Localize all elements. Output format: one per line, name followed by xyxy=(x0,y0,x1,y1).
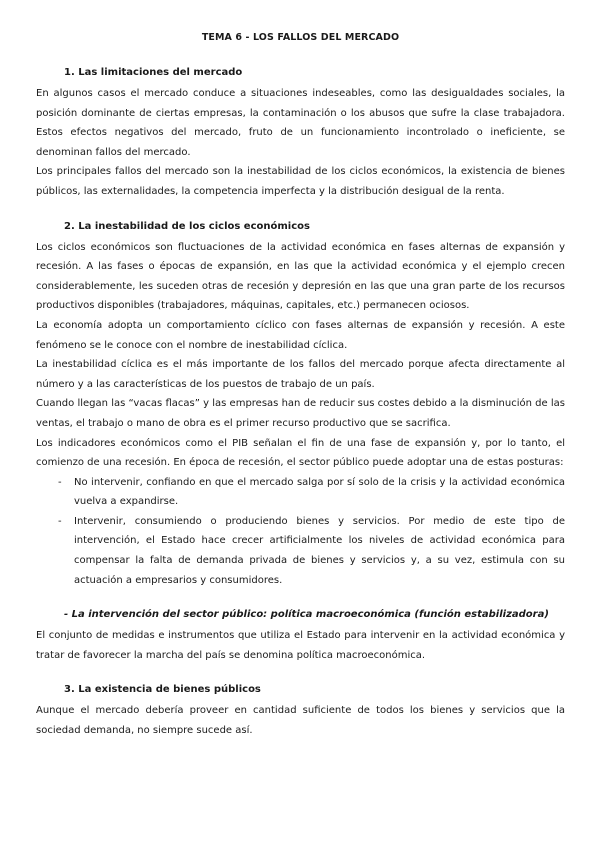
dash-bullet: - xyxy=(58,476,62,488)
dash-bullet: - xyxy=(58,515,62,527)
section-heading-inestabilidad: 2. La inestabilidad de los ciclos económicos xyxy=(64,220,310,232)
paragraph: Los ciclos económicos son fluctuaciones de la actividad económica en fases alternas de expansión y recesión. A las fases o épocas de expansión, en las que la actividad económica y el ejemplo crecen considerablemente, les suceden otras de recesión y depresión en las que una gran parte de los recursos productivos disponibles (trabajadores, máquinas, capitales, etc.) permanecen ociosos. xyxy=(36,241,565,312)
paragraph: Los principales fallos del mercado son la inestabilidad de los ciclos económicos, la existencia de bienes públicos, las externalidades, la competencia imperfecta y la distribución desigual de la renta. xyxy=(36,166,565,197)
postures-list xyxy=(36,473,565,591)
list-item-text: Intervenir, consumiendo o produciendo bienes y servicios. Por medio de este tipo de intervención, el Estado hace crecer artificialmente los niveles de actividad económica para compensar la falta de demanda privada de bienes y servicios y, a su vez, estimula con su actuación a empresarios y consumidores. xyxy=(74,515,565,586)
paragraph: Aunque el mercado debería proveer en cantidad suficiente de todos los bienes y servicios que la sociedad demanda, no siempre sucede así. xyxy=(36,705,565,737)
section-heading-bienes-publicos: 3. La existencia de bienes públicos xyxy=(64,684,261,696)
paragraph: La inestabilidad cíclica es el más importante de los fallos del mercado porque afecta directamente al número y a las características de los puestos de trabajo de un país. xyxy=(36,359,565,390)
paragraph: Cuando llegan las “vacas flacas” y las empresas han de reducir sus costes debido a la disminución de las ventas, el trabajo o mano de obra es el primer recurso productivo que se sacrifica. xyxy=(36,398,565,429)
paragraph: El conjunto de medidas e instrumentos que utiliza el Estado para intervenir en la actividad económica y tratar de favorecer la marcha del país se denomina política macroeconómica. xyxy=(36,630,565,661)
list-item xyxy=(58,512,565,590)
list-item xyxy=(58,473,565,512)
paragraph: La economía adopta un comportamiento cíclico con fases alternas de expansión y recesión. A este fenómeno se le conoce con el nombre de inestabilidad cíclica. xyxy=(36,319,565,351)
subsection-heading-intervencion: - La intervención del sector público: política macroeconómica (función estabilizadora) xyxy=(64,609,549,621)
paragraph: Los indicadores económicos como el PIB señalan el fin de una fase de expansión y, por lo tanto, el comienzo de una recesión. En época de recesión, el sector público puede adoptar una de estas posturas: xyxy=(36,437,565,469)
list-item-text: No intervenir, confiando en que el mercado salga por sí solo de la crisis y la actividad económica vuelva a expandirse. xyxy=(74,476,565,508)
paragraph: En algunos casos el mercado conduce a situaciones indeseables, como las desigualdades sociales, la posición dominante de ciertas empresas, la contaminación o los abusos que sufre la clase trabajadora. Estos efectos negativos del mercado, fruto de un funcionamiento incontrolado o ineficiente, se denominan fallos del mercado. xyxy=(36,88,565,158)
section-heading-limitaciones: 1. Las limitaciones del mercado xyxy=(64,67,243,78)
page-title: TEMA 6 - LOS FALLOS DEL MERCADO xyxy=(201,32,400,43)
